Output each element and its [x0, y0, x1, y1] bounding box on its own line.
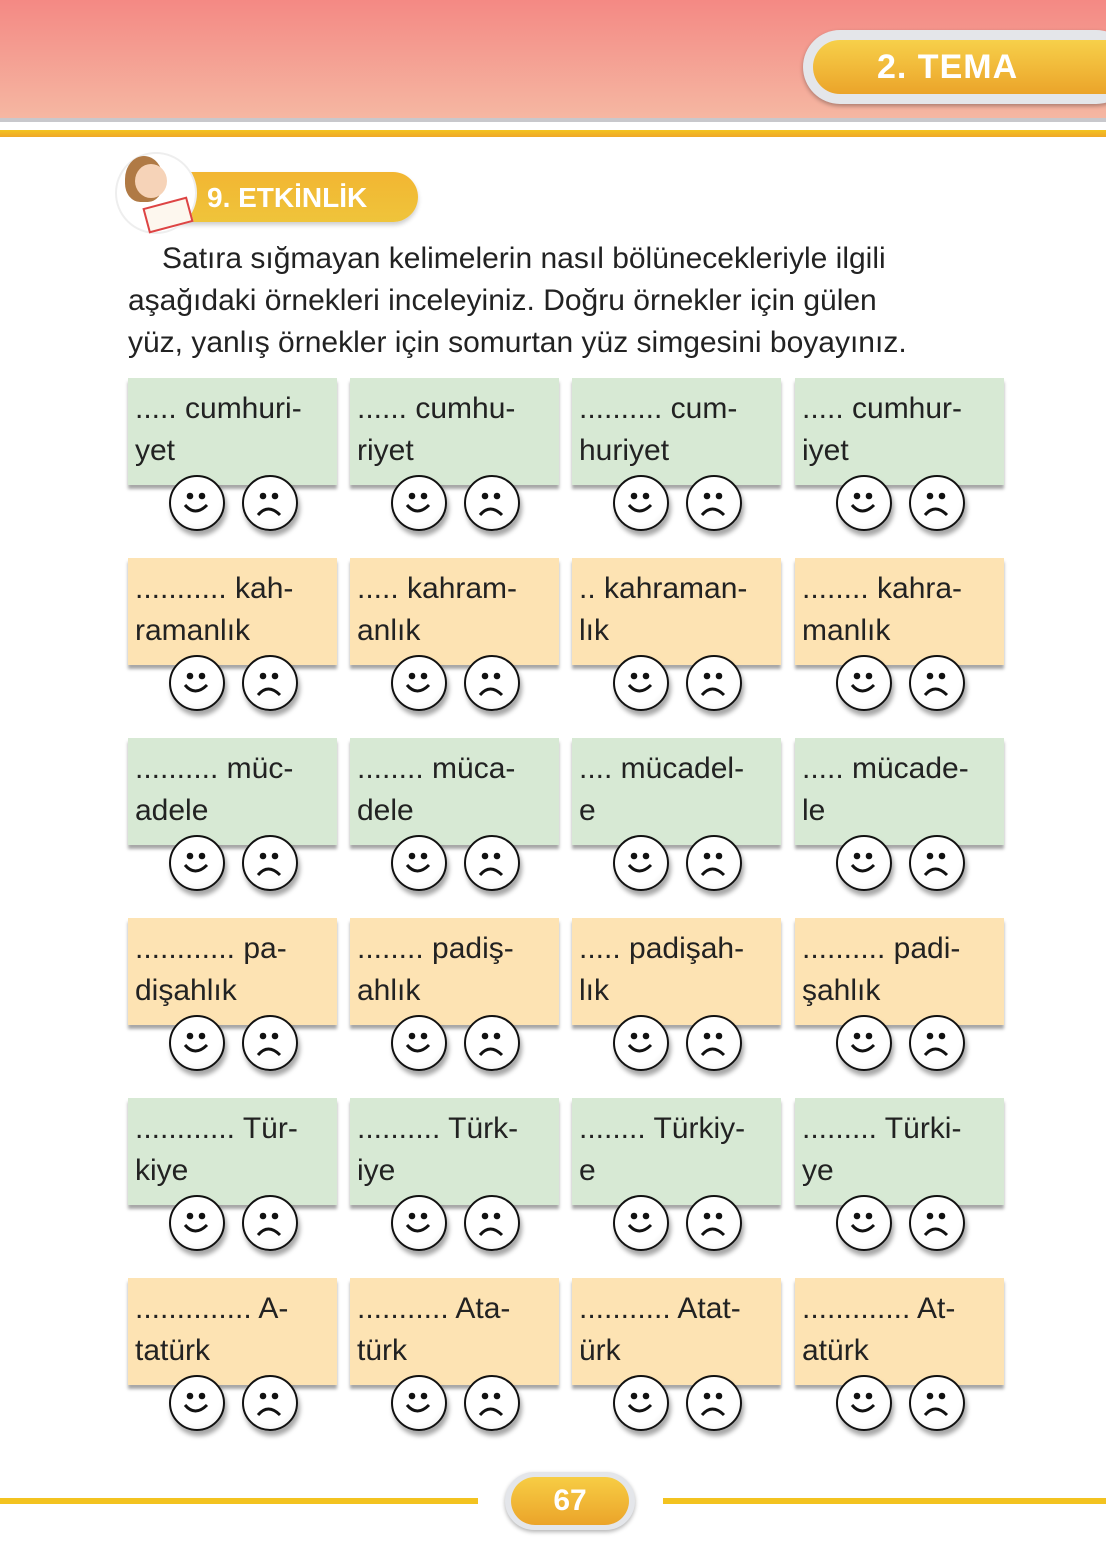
card-line-2: tatürk: [135, 1334, 211, 1367]
word-card: [128, 378, 337, 485]
frowning-face-icon[interactable]: [464, 1375, 520, 1431]
word-card: [795, 558, 1004, 665]
card-text: [135, 748, 333, 832]
card-line-1: ..... padişah-: [579, 932, 745, 965]
smiley-face-icon[interactable]: [613, 1195, 669, 1251]
card-line-1: ..... cumhuri-: [135, 392, 302, 425]
card-text: [579, 748, 777, 832]
smiley-face-icon[interactable]: [836, 1375, 892, 1431]
card-text: [802, 928, 1000, 1012]
smiley-face-icon[interactable]: [836, 1015, 892, 1071]
word-card: [128, 558, 337, 665]
word-card: [350, 738, 559, 845]
card-line-2: türk: [357, 1334, 408, 1367]
word-card: [795, 378, 1004, 485]
smiley-face-icon[interactable]: [836, 835, 892, 891]
card-line-2: iyet: [802, 434, 849, 467]
card-line-1: ........ müca-: [357, 752, 516, 785]
card-line-1: ........... Ata-: [357, 1292, 511, 1325]
card-line-2: dele: [357, 794, 414, 827]
card-text: [579, 1108, 777, 1192]
card-line-2: ramanlık: [135, 614, 251, 647]
card-line-2: kiye: [135, 1154, 189, 1187]
girl-mascot-icon: [115, 152, 197, 234]
frowning-face-icon[interactable]: [242, 1015, 298, 1071]
smiley-face-icon[interactable]: [169, 655, 225, 711]
smiley-face-icon[interactable]: [391, 475, 447, 531]
frowning-face-icon[interactable]: [686, 475, 742, 531]
card-line-1: ......... Türki-: [802, 1112, 962, 1145]
card-text: [135, 388, 333, 472]
card-line-2: lık: [579, 614, 609, 647]
instructions: [128, 238, 1005, 364]
frowning-face-icon[interactable]: [909, 1015, 965, 1071]
frowning-face-icon[interactable]: [242, 1375, 298, 1431]
frowning-face-icon[interactable]: [909, 835, 965, 891]
card-text: [802, 748, 1000, 832]
card-text: [357, 388, 555, 472]
card-line-1: .... mücadel-: [579, 752, 745, 785]
card-line-2: huriyet: [579, 434, 670, 467]
theme-badge: [803, 30, 1106, 104]
card-line-2: riyet: [357, 434, 414, 467]
card-line-1: .......... cum-: [579, 392, 738, 425]
word-card: [350, 1098, 559, 1205]
frowning-face-icon[interactable]: [242, 475, 298, 531]
card-text: [802, 1288, 1000, 1372]
card-line-2: adele: [135, 794, 209, 827]
card-line-1: .............. A-: [135, 1292, 289, 1325]
word-card: [128, 738, 337, 845]
card-text: [579, 388, 777, 472]
frowning-face-icon[interactable]: [686, 1195, 742, 1251]
card-text: [357, 568, 555, 652]
smiley-face-icon[interactable]: [391, 655, 447, 711]
card-line-2: ahlık: [357, 974, 421, 1007]
word-card: [795, 918, 1004, 1025]
instruction-line: aşağıdaki örnekleri inceleyiniz. Doğru örnekler için gülen: [128, 284, 877, 317]
frowning-face-icon[interactable]: [686, 835, 742, 891]
frowning-face-icon[interactable]: [909, 655, 965, 711]
page-number: 67: [511, 1477, 629, 1525]
card-line-1: ........... Atat-: [579, 1292, 741, 1325]
word-card: [572, 1098, 781, 1205]
word-card: [572, 918, 781, 1025]
card-line-1: ........ Türkiy-: [579, 1112, 746, 1145]
smiley-face-icon[interactable]: [613, 835, 669, 891]
card-line-1: ............ pa-: [135, 932, 287, 965]
card-line-1: ..... kahram-: [357, 572, 518, 605]
frowning-face-icon[interactable]: [242, 655, 298, 711]
footer-line-left: [0, 1498, 478, 1504]
smiley-face-icon[interactable]: [391, 1015, 447, 1071]
word-card: [350, 378, 559, 485]
activity-title: 9. ETKİNLİK: [165, 172, 418, 222]
word-card: [795, 1278, 1004, 1385]
card-line-1: ..... mücade-: [802, 752, 969, 785]
card-text: [135, 568, 333, 652]
card-line-2: dişahlık: [135, 974, 237, 1007]
card-line-1: ............ Tür-: [135, 1112, 298, 1145]
card-line-1: ........ kahra-: [802, 572, 963, 605]
card-line-2: e: [579, 1154, 596, 1187]
card-line-2: lık: [579, 974, 609, 1007]
smiley-face-icon[interactable]: [836, 1195, 892, 1251]
frowning-face-icon[interactable]: [909, 1375, 965, 1431]
card-line-2: le: [802, 794, 826, 827]
frowning-face-icon[interactable]: [464, 655, 520, 711]
frowning-face-icon[interactable]: [686, 655, 742, 711]
card-text: [579, 928, 777, 1012]
card-line-2: iye: [357, 1154, 396, 1187]
frowning-face-icon[interactable]: [242, 835, 298, 891]
smiley-face-icon[interactable]: [169, 475, 225, 531]
card-text: [802, 1108, 1000, 1192]
word-card: [128, 1278, 337, 1385]
card-text: [357, 1288, 555, 1372]
card-line-1: .......... müc-: [135, 752, 294, 785]
card-line-1: ........... kah-: [135, 572, 294, 605]
word-card: [128, 918, 337, 1025]
smiley-face-icon[interactable]: [613, 1015, 669, 1071]
card-line-2: ye: [802, 1154, 834, 1187]
frowning-face-icon[interactable]: [464, 1015, 520, 1071]
frowning-face-icon[interactable]: [686, 1375, 742, 1431]
smiley-face-icon[interactable]: [613, 1375, 669, 1431]
card-line-1: ...... cumhu-: [357, 392, 516, 425]
word-card: [795, 1098, 1004, 1205]
card-line-2: atürk: [802, 1334, 869, 1367]
card-line-1: .......... padi-: [802, 932, 961, 965]
frowning-face-icon[interactable]: [464, 475, 520, 531]
instruction-line: yüz, yanlış örnekler için somurtan yüz simgesini boyayınız.: [128, 326, 907, 359]
smiley-face-icon[interactable]: [613, 655, 669, 711]
card-text: [135, 928, 333, 1012]
theme-label: 2. TEMA: [813, 40, 1106, 94]
card-text: [135, 1108, 333, 1192]
smiley-face-icon[interactable]: [391, 1375, 447, 1431]
frowning-face-icon[interactable]: [909, 475, 965, 531]
word-card: [572, 558, 781, 665]
word-card: [350, 558, 559, 665]
smiley-face-icon[interactable]: [391, 835, 447, 891]
card-line-2: e: [579, 794, 596, 827]
frowning-face-icon[interactable]: [686, 1015, 742, 1071]
card-line-2: yet: [135, 434, 176, 467]
smiley-face-icon[interactable]: [391, 1195, 447, 1251]
card-line-1: ........ padiş-: [357, 932, 514, 965]
card-line-2: manlık: [802, 614, 891, 647]
word-card: [572, 738, 781, 845]
smiley-face-icon[interactable]: [836, 475, 892, 531]
card-line-1: .. kahraman-: [579, 572, 748, 605]
word-card: [350, 1278, 559, 1385]
card-text: [357, 1108, 555, 1192]
card-text: [357, 748, 555, 832]
card-line-1: .......... Türk-: [357, 1112, 519, 1145]
word-card: [350, 918, 559, 1025]
frowning-face-icon[interactable]: [464, 835, 520, 891]
smiley-face-icon[interactable]: [169, 1195, 225, 1251]
word-card: [572, 378, 781, 485]
card-line-1: ............. At-: [802, 1292, 956, 1325]
smiley-face-icon[interactable]: [613, 475, 669, 531]
instruction-line: Satıra sığmayan kelimelerin nasıl bölünecekleriyle ilgili: [162, 242, 886, 275]
smiley-face-icon[interactable]: [169, 835, 225, 891]
footer-line-right: [663, 1498, 1106, 1504]
word-card: [128, 1098, 337, 1205]
word-card: [795, 738, 1004, 845]
frowning-face-icon[interactable]: [242, 1195, 298, 1251]
card-text: [579, 1288, 777, 1372]
card-text: [135, 1288, 333, 1372]
page-number-badge: [505, 1472, 635, 1530]
card-line-1: ..... cumhur-: [802, 392, 963, 425]
card-line-2: şahlık: [802, 974, 881, 1007]
frowning-face-icon[interactable]: [909, 1195, 965, 1251]
word-card: [572, 1278, 781, 1385]
smiley-face-icon[interactable]: [169, 1375, 225, 1431]
card-text: [802, 568, 1000, 652]
card-line-2: ürk: [579, 1334, 621, 1367]
smiley-face-icon[interactable]: [836, 655, 892, 711]
card-text: [357, 928, 555, 1012]
smiley-face-icon[interactable]: [169, 1015, 225, 1071]
header-divider: [0, 130, 1106, 137]
frowning-face-icon[interactable]: [464, 1195, 520, 1251]
card-line-2: anlık: [357, 614, 421, 647]
card-text: [579, 568, 777, 652]
card-text: [802, 388, 1000, 472]
